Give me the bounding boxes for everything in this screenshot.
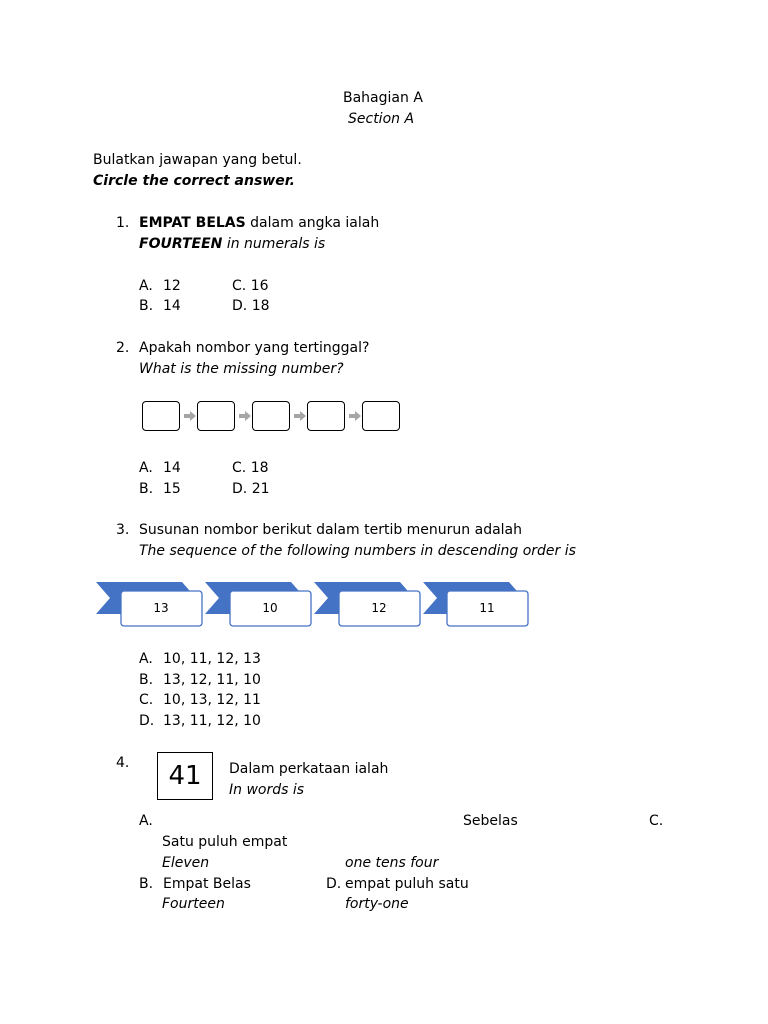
chevron-sequence <box>96 580 536 630</box>
chevron-item <box>96 582 202 626</box>
option-value: 21 <box>251 481 270 497</box>
option-label: A. <box>139 278 153 294</box>
arrow-right-icon <box>349 410 361 422</box>
option-label: C. <box>139 692 154 708</box>
option-a-text-ms: Satu puluh empat <box>162 834 288 850</box>
question-text-en: The sequence of the following numbers in descending order is <box>139 543 576 559</box>
instruction-en: Circle the correct answer. <box>93 173 295 189</box>
option-d[interactable] <box>326 874 469 894</box>
option-label: B. <box>139 298 154 314</box>
question-number: 4. <box>116 755 130 771</box>
question-keyword-en: FOURTEEN <box>139 236 223 252</box>
option-label: D. <box>232 298 248 314</box>
option-b[interactable] <box>139 479 181 499</box>
option-label: B. <box>139 481 154 497</box>
chevron-number: 10 <box>262 601 278 615</box>
option-c-text-en: one tens four <box>345 855 439 871</box>
arrow-right-icon <box>239 410 251 422</box>
question-text-rest-en: in numerals is <box>222 236 326 252</box>
question-text-ms: Dalam perkataan ialah <box>229 761 389 777</box>
section-title-en: Section A <box>348 111 415 127</box>
question-text-ms <box>139 213 379 233</box>
question-number: 2. <box>116 340 130 356</box>
option-label: B. <box>139 672 154 688</box>
arrow-right-icon <box>294 410 306 422</box>
option-value: Empat Belas <box>163 876 251 892</box>
option-label: C. <box>232 460 247 476</box>
option-a[interactable] <box>139 649 261 669</box>
sequence-box <box>362 401 400 431</box>
option-value: 12 <box>163 278 181 294</box>
option-value: empat puluh satu <box>345 876 469 892</box>
option-value: 14 <box>163 460 181 476</box>
question-number: 1. <box>116 215 130 231</box>
chevron-number: 12 <box>371 601 387 615</box>
option-label: B. <box>139 876 154 892</box>
number-box: 41 <box>157 752 213 800</box>
instruction-ms: Bulatkan jawapan yang betul. <box>93 152 302 168</box>
sequence-box <box>142 401 180 431</box>
option-a-label[interactable]: A. <box>139 813 153 829</box>
chevron-number: 13 <box>153 601 169 615</box>
option-label: D. <box>326 876 342 892</box>
question-text-en <box>139 234 325 254</box>
option-label: A. <box>139 651 153 667</box>
option-b[interactable] <box>139 296 181 316</box>
option-c[interactable] <box>232 276 269 296</box>
sequence-box <box>197 401 235 431</box>
option-d[interactable] <box>139 711 261 731</box>
option-d[interactable] <box>232 296 270 316</box>
option-value: 14 <box>163 298 181 314</box>
option-sebelas[interactable]: Sebelas <box>463 813 518 829</box>
option-c-label[interactable]: C. <box>649 813 664 829</box>
option-label: D. <box>232 481 248 497</box>
option-a[interactable] <box>139 276 181 296</box>
arrow-right-icon <box>184 410 196 422</box>
chevron-number: 11 <box>479 601 495 615</box>
question-text-en: In words is <box>229 782 305 798</box>
option-value: 13, 11, 12, 10 <box>163 713 261 729</box>
section-title-ms: Bahagian A <box>343 90 423 106</box>
option-b[interactable] <box>139 874 251 894</box>
chevron-item <box>314 582 420 626</box>
question-text-ms: Susunan nombor berikut dalam tertib menurun adalah <box>139 522 523 538</box>
option-value: 13, 12, 11, 10 <box>163 672 261 688</box>
option-value: 10, 13, 12, 11 <box>163 692 261 708</box>
option-a-text-en: Eleven <box>162 855 210 871</box>
chevron-item <box>423 582 528 626</box>
option-value: 10, 11, 12, 13 <box>163 651 261 667</box>
option-b-text-en: Fourteen <box>162 896 225 912</box>
option-c[interactable] <box>139 690 261 710</box>
option-b[interactable] <box>139 670 261 690</box>
question-text-en: What is the missing number? <box>139 361 344 377</box>
option-label: A. <box>139 460 153 476</box>
question-number: 3. <box>116 522 130 538</box>
sequence-box <box>307 401 345 431</box>
question-text-ms: Apakah nombor yang tertinggal? <box>139 340 370 356</box>
option-d[interactable] <box>232 479 270 499</box>
option-d-text-en: forty-one <box>345 896 409 912</box>
option-value: 18 <box>250 460 269 476</box>
question-keyword: EMPAT BELAS <box>139 215 246 231</box>
option-label: D. <box>139 713 155 729</box>
sequence-box <box>252 401 290 431</box>
chevron-item <box>205 582 311 626</box>
option-value: 18 <box>251 298 270 314</box>
option-label: C. <box>232 278 247 294</box>
option-value: 15 <box>163 481 181 497</box>
option-a[interactable] <box>139 458 181 478</box>
question-text-rest: dalam angka ialah <box>245 215 380 231</box>
option-c[interactable] <box>232 458 269 478</box>
option-value: 16 <box>250 278 269 294</box>
